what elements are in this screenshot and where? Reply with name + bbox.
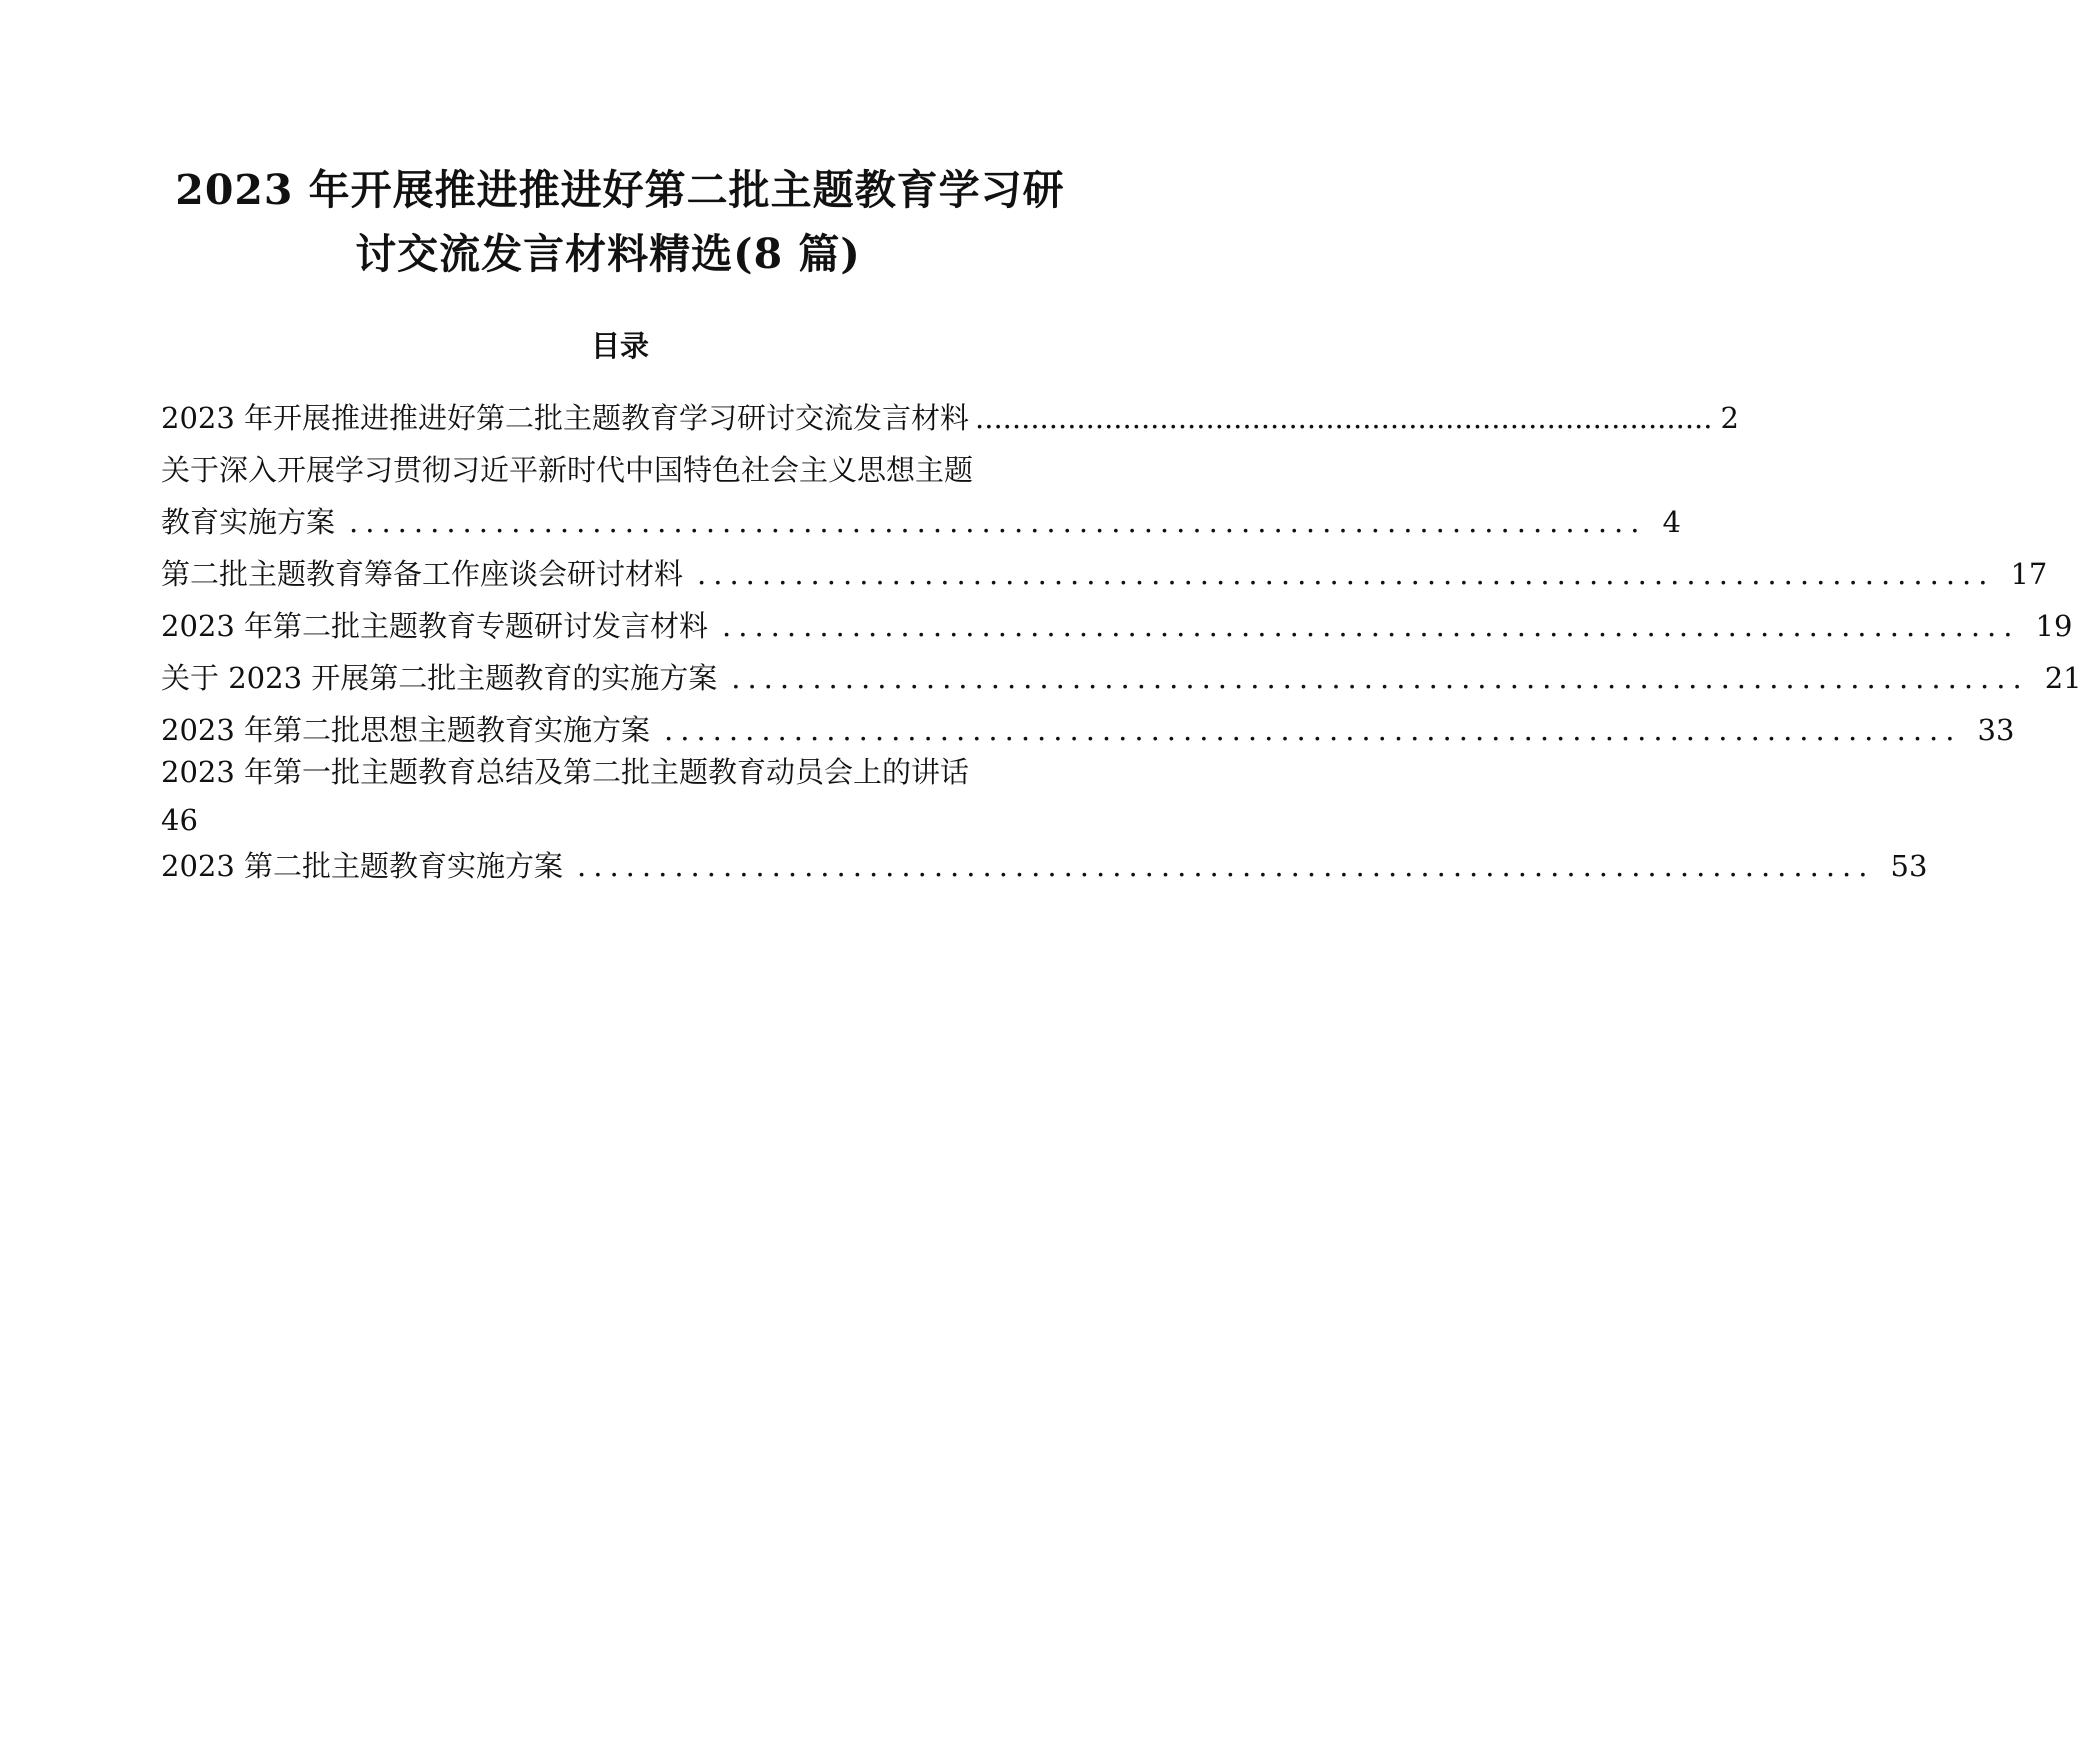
toc-entry[interactable]	[161, 392, 1739, 444]
toc-leader-dots: ................................................................................	[722, 609, 2020, 643]
toc-leader-dots: ................................................................................	[577, 849, 1875, 883]
toc-entry-title: 2023 年开展推进推进好第二批主题教育学习研讨交流发言材料	[161, 401, 970, 435]
toc-entry-title: 2023 年第二批思想主题教育实施方案	[161, 713, 651, 747]
toc-leader-dots: ................................................................................	[664, 713, 1962, 747]
toc-entry-title-line-1: 关于深入开展学习贯彻习近平新时代中国特色社会主义思想主题	[161, 453, 974, 487]
toc-entry-page: 33	[1977, 713, 2015, 747]
toc-entry[interactable]	[161, 600, 2073, 652]
table-of-contents	[161, 392, 2082, 892]
toc-entry[interactable]	[161, 444, 1681, 548]
toc-leader-dots: ................................................................................	[975, 401, 1713, 435]
toc-entry-title: 第二批主题教育筹备工作座谈会研讨材料	[161, 557, 684, 591]
toc-entry-page: 2	[1720, 401, 1739, 435]
toc-entry-page: 4	[1662, 505, 1681, 539]
toc-leader-dots: ................................................................................	[349, 505, 1647, 539]
toc-heading: 目录	[590, 329, 649, 363]
toc-entry-title: 2023 年第二批主题教育专题研讨发言材料	[161, 609, 709, 643]
toc-entry[interactable]	[161, 756, 1102, 840]
toc-entry-page: 21	[2044, 661, 2082, 695]
toc-entry[interactable]	[161, 548, 2048, 600]
toc-entry-title: 关于 2023 开展第二批主题教育的实施方案	[161, 661, 718, 695]
toc-leader-dots: ................................................................................	[731, 661, 2029, 695]
toc-entry-page: 19	[2035, 609, 2073, 643]
toc-entry-page: 46	[161, 803, 198, 837]
document-title-line-1: 2023 年开展推进推进好第二批主题教育学习研	[175, 166, 1065, 214]
toc-entry[interactable]	[161, 652, 2082, 704]
document-title-line-2: 讨交流发言材料精选(8 篇)	[355, 230, 861, 278]
toc-entry[interactable]	[161, 840, 1928, 892]
toc-entry-page: 53	[1890, 849, 1928, 883]
toc-entry-title: 2023 第二批主题教育实施方案	[161, 849, 564, 883]
toc-entry-title-line-2: 教育实施方案	[161, 505, 336, 539]
toc-entry-page: 17	[2010, 557, 2048, 591]
toc-leader-dots: ................................................................................	[697, 557, 1995, 591]
document-title	[0, 158, 1240, 286]
toc-entry-title: 2023 年第一批主题教育总结及第二批主题教育动员会上的讲话	[161, 755, 970, 789]
toc-entry[interactable]	[161, 704, 2015, 756]
